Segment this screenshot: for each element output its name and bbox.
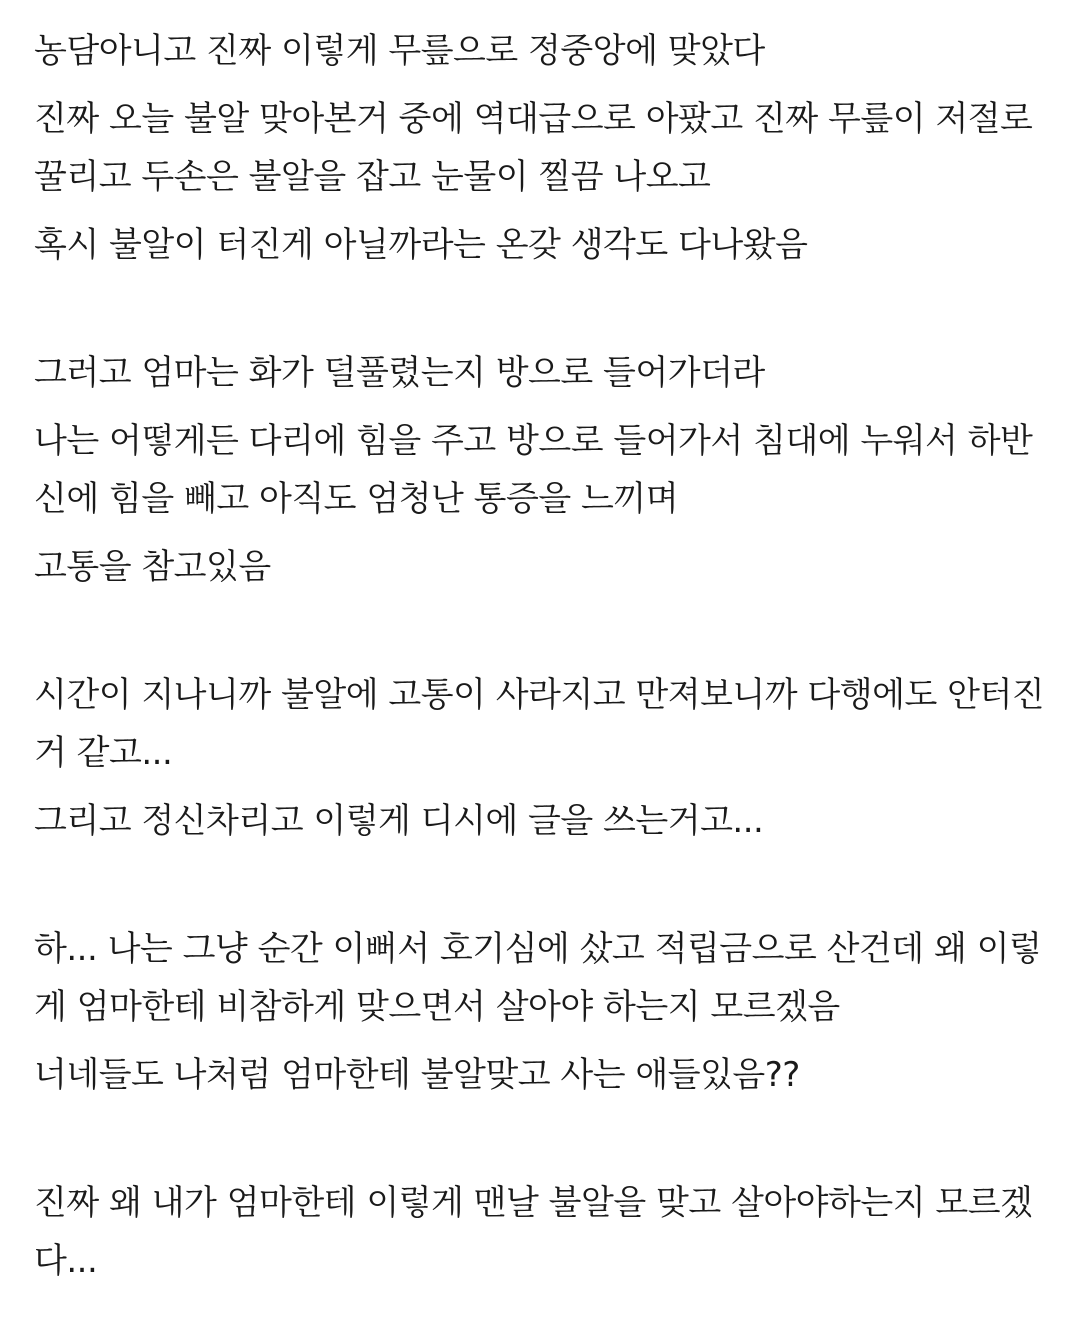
- post-line-2: 진짜 오늘 불알 맞아본거 중에 역대급으로 아팠고 진짜 무릎이 저절로: [34, 99, 1033, 139]
- spacer: [34, 1036, 1054, 1046]
- post-line-15: 진짜 왜 내가 엄마한테 이렇게 맨날 불알을 맞고 살아야하는지 모르겠: [34, 1183, 1033, 1223]
- post-line-6: 나는 어떻게든 다리에 힘을 주고 방으로 들어가서 침대에 누워서 하반: [34, 421, 1033, 461]
- post-line-3: 꿀리고 두손은 불알을 잡고 눈물이 찔끔 나오고: [34, 157, 711, 197]
- post-line-9: 시간이 지나니까 불알에 고통이 사라지고 만져보니까 다행에도 안터진: [34, 675, 1045, 715]
- post-line-11: 그리고 정신차리고 이렇게 디시에 글을 쓰는거고...: [34, 801, 764, 841]
- spacer: [34, 80, 1054, 90]
- post-line-10: 거 같고...: [34, 733, 173, 773]
- spacer: [34, 1104, 1054, 1174]
- post-line-16: 다...: [34, 1241, 98, 1281]
- post-line-12: 하... 나는 그냥 순간 이뻐서 호기심에 샀고 적립금으로 산건데 왜 이렇: [34, 929, 1042, 969]
- spacer: [34, 596, 1054, 666]
- post-line-1: 농담아니고 진짜 이렇게 무릎으로 정중앙에 맞았다: [34, 31, 765, 71]
- post-line-7: 신에 힘을 빼고 아직도 엄청난 통증을 느끼며: [34, 479, 679, 519]
- spacer: [34, 274, 1054, 344]
- spacer: [34, 782, 1054, 792]
- spacer: [34, 206, 1054, 216]
- post-line-13: 게 엄마한테 비참하게 맞으면서 살아야 하는지 모르겠음: [34, 987, 840, 1027]
- post-body: [34, 22, 1054, 1290]
- post-line-8: 고통을 참고있음: [34, 547, 271, 587]
- spacer: [34, 402, 1054, 412]
- spacer: [34, 528, 1054, 538]
- spacer: [34, 850, 1054, 920]
- post-line-14: 너네들도 나처럼 엄마한테 불알맞고 사는 애들있음??: [34, 1055, 800, 1095]
- post-line-4: 혹시 불알이 터진게 아닐까라는 온갖 생각도 다나왔음: [34, 225, 808, 265]
- post-line-5: 그러고 엄마는 화가 덜풀렸는지 방으로 들어가더라: [34, 353, 765, 393]
